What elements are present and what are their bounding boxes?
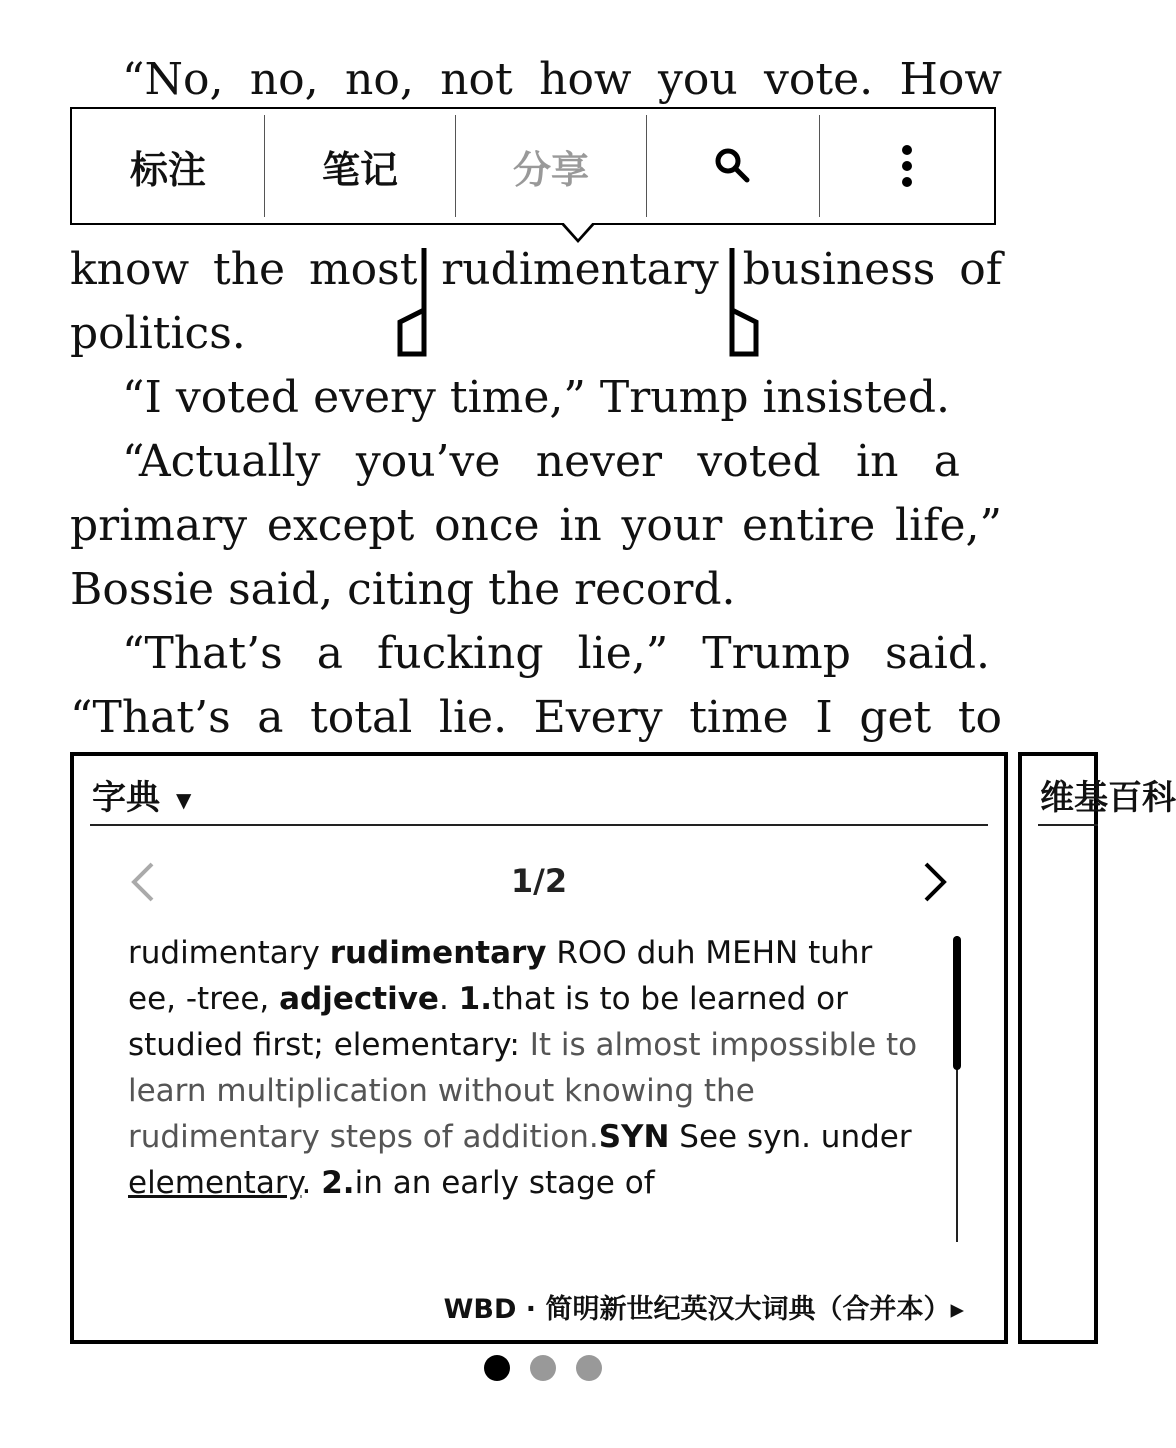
sense-number: 1. xyxy=(458,981,493,1017)
sense-text: in an early stage of xyxy=(354,1165,655,1201)
book-line: primary except once in your entire life,” xyxy=(70,500,1002,551)
search-icon xyxy=(713,146,753,186)
selection-toolbar xyxy=(70,107,996,225)
dictionary-panel xyxy=(70,752,1008,1344)
book-line: “No, no, no, not how you vote. How xyxy=(122,54,1002,105)
book-line: politics. xyxy=(70,308,246,359)
panel-divider xyxy=(1038,824,1098,826)
more-vertical-icon xyxy=(901,144,913,188)
panel-divider xyxy=(90,824,988,826)
toolbar-pointer-fill xyxy=(562,221,594,239)
synonym-label: SYN xyxy=(598,1119,670,1155)
synonym-link[interactable]: elementary xyxy=(128,1165,302,1201)
panel-pagination xyxy=(484,1355,602,1381)
pronunciation: ROO duh MEHN tuhr ee, -tree, xyxy=(128,935,873,1017)
example-sentence: It is almost impossible to learn multiplication without knowing the rudimentary steps of addition. xyxy=(128,1027,918,1155)
highlight-button[interactable]: 标注 xyxy=(129,147,206,192)
selection-start-handle[interactable] xyxy=(396,248,426,358)
dictionary-selector[interactable] xyxy=(92,770,191,819)
dictionary-source-link[interactable]: WBD · 简明新世纪英汉大词典（合并本）▸ xyxy=(443,1294,964,1325)
book-line: “Actually you’ve never voted in a xyxy=(122,436,960,487)
selection-end-handle[interactable] xyxy=(730,248,760,358)
scrollbar-thumb[interactable] xyxy=(953,936,961,1070)
book-line-text: know the most rudimentary business of xyxy=(70,244,1002,295)
book-line: Bossie said, citing the record. xyxy=(70,564,736,615)
pagination-dot-2[interactable] xyxy=(530,1355,556,1381)
pagination-dot-3[interactable] xyxy=(576,1355,602,1381)
share-button[interactable]: 分享 xyxy=(512,147,589,192)
search-button[interactable] xyxy=(647,109,819,223)
page-indicator: 1/2 xyxy=(510,862,568,900)
more-button[interactable] xyxy=(820,109,994,223)
book-line: “That’s a fucking lie,” Trump said. xyxy=(122,628,990,679)
wikipedia-panel[interactable] xyxy=(1018,752,1176,1344)
book-line: “That’s a total lie. Every time I get to xyxy=(70,692,1002,743)
book-line: “I voted every time,” Trump insisted. xyxy=(122,372,950,423)
sense-text: that is to be learned or studied first; elementary: xyxy=(128,981,848,1063)
headword-bold: rudimentary xyxy=(329,935,547,971)
dictionary-title: 字典 xyxy=(92,778,160,818)
book-line xyxy=(70,238,1002,302)
headword: rudimentary xyxy=(128,935,320,971)
next-page-icon[interactable] xyxy=(916,860,952,904)
dropdown-triangle-icon: ▼ xyxy=(176,787,192,812)
sense-number: 2. xyxy=(321,1165,355,1201)
definition-text: rudimentary rudimentary ROO duh MEHN tuhr ee, -tree, adjective. 1.that is to be learned or studied first; elementary: It is almost impossible to learn multiplication without knowing the rudimentary steps of addition.SYN See syn. under elementary. 2.in an early stage of xyxy=(128,935,918,1201)
synonym-text: See syn. under xyxy=(679,1119,912,1155)
wikipedia-title: 维基百科 xyxy=(1040,778,1176,818)
part-of-speech: adjective xyxy=(279,981,439,1017)
definition-pager xyxy=(74,856,1004,906)
note-button[interactable]: 笔记 xyxy=(321,147,398,192)
pagination-dot-1[interactable] xyxy=(484,1355,510,1381)
